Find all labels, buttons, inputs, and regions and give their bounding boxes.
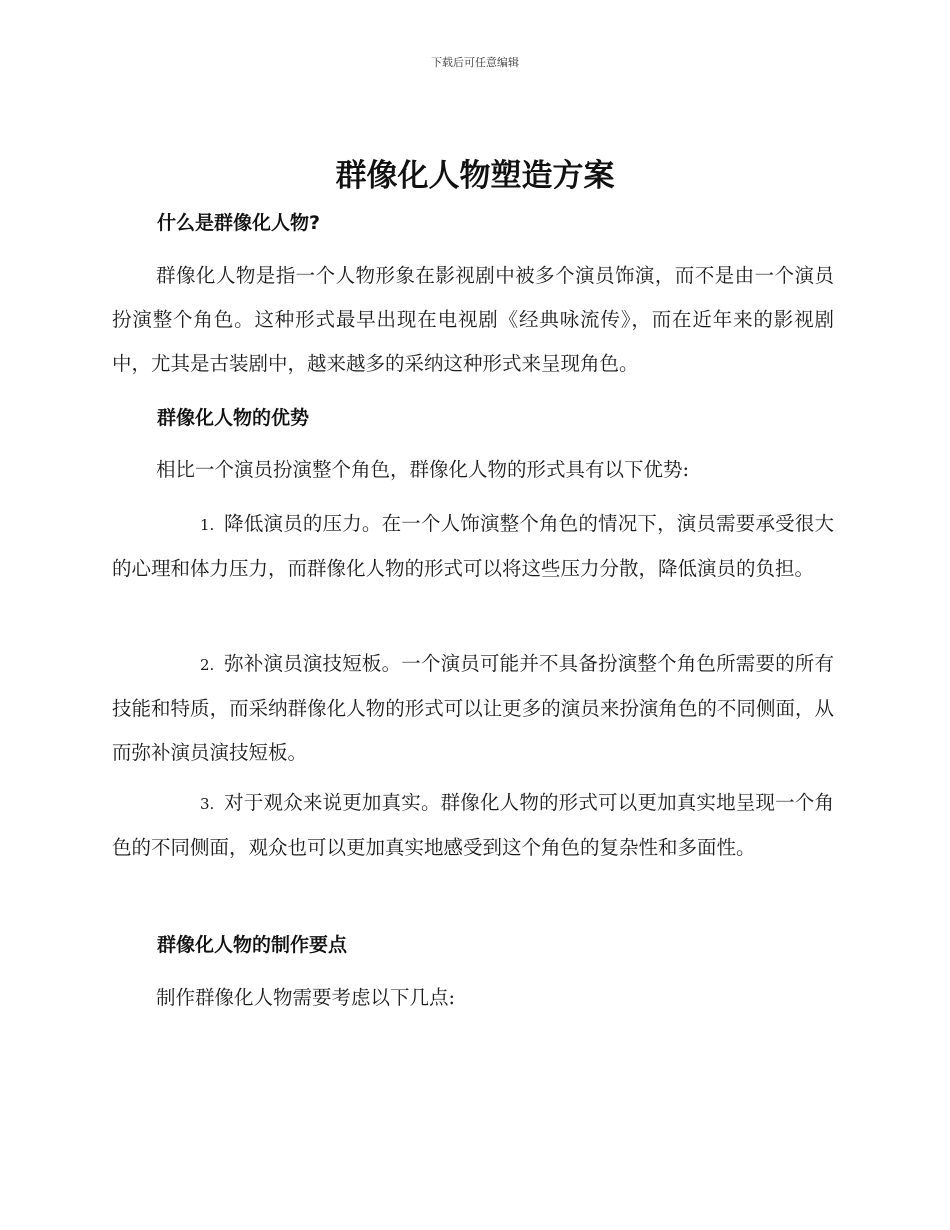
page-header: 下载后可任意编辑 xyxy=(431,56,519,69)
list-item-text: 对于观众来说更加真实。群像化人物的形式可以更加真实地呈现一个角色的不同侧面，观众也可以更加真实地感受到这个角色的复杂性和多面性。 xyxy=(112,791,834,859)
list-item-number: 1. xyxy=(200,516,215,534)
section-heading-definition: 什么是群像化人物? xyxy=(157,212,321,234)
production-intro: 制作群像化人物需要考虑以下几点: xyxy=(156,986,456,1009)
list-item-text: 弥补演员演技短板。一个演员可能并不具备扮演整个角色所需要的所有技能和特质，而采纳群像化人物的形式可以让更多的演员来扮演角色的不同侧面，从而弥补演员演技短板。 xyxy=(112,652,834,764)
advantages-intro: 相比一个演员扮演整个角色，群像化人物的形式具有以下优势: xyxy=(156,458,690,481)
list-item xyxy=(112,502,834,591)
list-item xyxy=(112,642,834,775)
list-item xyxy=(112,781,834,870)
section-heading-advantages: 群像化人物的优势 xyxy=(157,407,310,429)
document-title: 群像化人物塑造方案 xyxy=(335,158,615,194)
list-item-text: 降低演员的压力。在一个人饰演整个角色的情况下，演员需要承受很大的心理和体力压力，而群像化人物的形式可以将这些压力分散，降低演员的负担。 xyxy=(112,512,834,580)
list-item-number: 2. xyxy=(200,656,215,674)
section-heading-production: 群像化人物的制作要点 xyxy=(157,934,348,956)
definition-paragraph: 群像化人物是指一个人物形象在影视剧中被多个演员饰演，而不是由一个演员扮演整个角色。这种形式最早出现在电视剧《经典咏流传》，而在近年来的影视剧中，尤其是古装剧中，越来越多的采纳这种形式来呈现角色。 xyxy=(112,264,834,375)
list-item-number: 3. xyxy=(200,795,215,813)
